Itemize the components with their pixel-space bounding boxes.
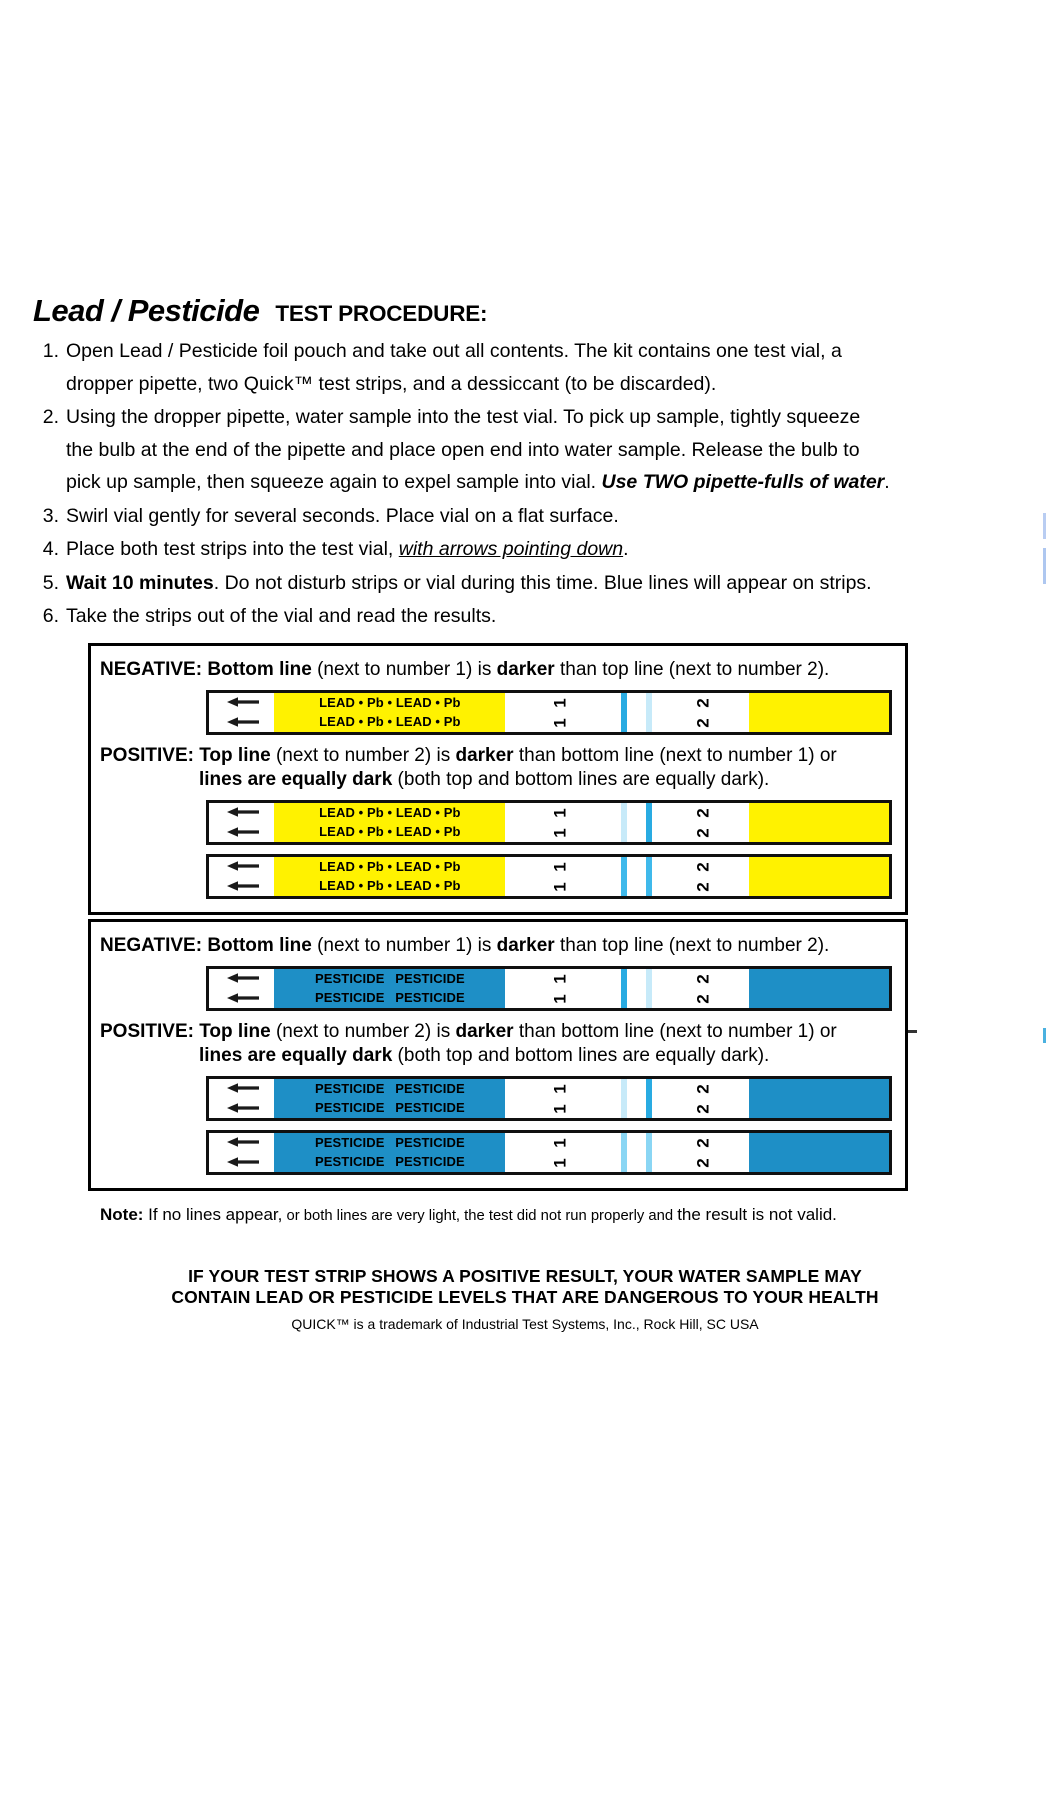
strip-number-2-digit: 2 [693, 1083, 713, 1094]
left-arrow-icon [227, 717, 259, 727]
strip-number-2-digit: 2 [693, 973, 713, 984]
text-segment: . [623, 538, 629, 560]
test-strip-pesticide-positive-top-darker [206, 1076, 892, 1121]
strip-end-band [749, 693, 889, 732]
strip-band-label: LEAD • Pb • LEAD • Pb [319, 878, 461, 894]
negative-heading [100, 658, 897, 682]
text-segment: the result is not valid. [677, 1204, 837, 1224]
strip-end-band [749, 1079, 889, 1118]
left-arrow-icon [227, 973, 259, 983]
strip-arrow-zone [209, 1133, 277, 1172]
left-arrow-icon [227, 807, 259, 817]
test-line-2 [646, 969, 652, 1008]
strip-band [274, 857, 505, 896]
strip-band-label: PESTICIDE PESTICIDE [314, 970, 465, 986]
text-segment: (next to number 1) is [311, 658, 497, 680]
procedure-step [33, 567, 891, 600]
test-line-2 [646, 1079, 652, 1118]
strip-number-2 [692, 1133, 716, 1172]
strip-number-2-digit: 2 [693, 881, 713, 892]
strip-number-2-digit: 2 [693, 697, 713, 708]
trademark-line: QUICK™ is a trademark of Industrial Test Systems, Inc., Rock Hill, SC USA [291, 1315, 759, 1332]
strip-band-label: PESTICIDE PESTICIDE [314, 1134, 465, 1150]
strip-band-label: LEAD • Pb • LEAD • Pb [319, 804, 461, 820]
strip-arrow-zone [209, 1079, 277, 1118]
result-box-pesticide [88, 919, 908, 1191]
strip-number-1-digit: 1 [551, 861, 570, 872]
text-segment: lines are equally dark [199, 1044, 393, 1066]
text-segment: POSITIVE: Top line [100, 1020, 271, 1042]
health-warning [25, 1266, 1025, 1309]
left-arrow-icon [227, 1157, 259, 1167]
test-strip-pesticide-negative [206, 966, 892, 1011]
test-strip-lead-positive-equally-dark [206, 854, 892, 899]
strip-band [274, 803, 505, 842]
page-title [33, 293, 1050, 329]
step-text [66, 600, 891, 633]
strip-number-1 [549, 857, 573, 896]
procedure-step [33, 335, 891, 400]
strip-band-label: PESTICIDE PESTICIDE [314, 990, 465, 1006]
left-arrow-icon [227, 1103, 259, 1113]
step-number: 5. [42, 571, 59, 594]
step-number: 2. [42, 406, 59, 428]
test-line-1 [621, 969, 627, 1008]
strip-arrow-zone [209, 857, 277, 896]
text-segment: . [884, 471, 890, 493]
text-segment: than top line (next to number 2). [554, 658, 830, 680]
positive-heading-line1 [100, 1020, 897, 1044]
strip-band [274, 1133, 505, 1172]
text-segment: or both lines are very light, the test did not run properly and [282, 1207, 678, 1224]
strip-number-1-digit: 1 [551, 1157, 570, 1168]
text-segment: (both top and bottom lines are equally dark). [392, 768, 770, 790]
strip-arrow-zone [209, 693, 277, 732]
strip-band-label: LEAD • Pb • LEAD • Pb [319, 858, 461, 874]
test-line-2 [646, 803, 652, 842]
strip-band-label: PESTICIDE PESTICIDE [314, 1100, 465, 1116]
text-segment: Swirl vial gently for several seconds. Place vial on a flat surface. [66, 504, 619, 527]
strip-number-1 [549, 1079, 573, 1118]
step-number: 1. [42, 340, 59, 362]
left-arrow-icon [227, 827, 259, 837]
test-line-1 [621, 857, 627, 896]
strip-band-label: PESTICIDE PESTICIDE [314, 1154, 465, 1170]
strip-number-2-digit: 2 [693, 1137, 713, 1148]
strip-number-1-digit: 1 [551, 1103, 570, 1114]
strip-arrow-zone [209, 969, 277, 1008]
text-segment: Wait 10 minutes [66, 571, 214, 594]
health-warning-line1: IF YOUR TEST STRIP SHOWS A POSITIVE RESULT, YOUR WATER SAMPLE MAY [188, 1265, 862, 1286]
strip-number-1-digit: 1 [551, 1137, 570, 1148]
text-segment: (both top and bottom lines are equally dark). [392, 1044, 770, 1066]
strip-number-1-digit: 1 [551, 827, 570, 838]
text-segment: Place both test strips into the test vial, [66, 538, 399, 560]
strip-number-2-digit: 2 [693, 717, 713, 728]
strip-number-2 [692, 693, 716, 732]
left-arrow-icon [227, 1137, 259, 1147]
step-number: 3. [42, 504, 59, 527]
strip-number-1-digit: 1 [551, 973, 570, 984]
text-segment: lines are equally dark [199, 768, 393, 790]
test-strip-lead-negative [206, 690, 892, 735]
strip-number-2-digit: 2 [693, 807, 713, 818]
text-segment: NEGATIVE: Bottom line [100, 658, 312, 680]
strip-band [274, 1079, 505, 1118]
test-line-1 [621, 803, 627, 842]
procedure-label: TEST PROCEDURE: [275, 301, 488, 326]
strip-number-2 [692, 803, 716, 842]
text-segment: Open Lead / Pesticide foil pouch and take out all contents. The kit contains one test vial, a dropper pipette, two Quick™ test strips, and a dessiccant (to be discarded). [66, 340, 842, 395]
strip-end-band [749, 969, 889, 1008]
test-line-2 [646, 1133, 652, 1172]
step-text [66, 567, 891, 600]
text-segment: darker [496, 658, 555, 680]
text-segment: . Do not disturb strips or vial during this time. Blue lines will appear on strips. [213, 571, 872, 594]
left-arrow-icon [227, 697, 259, 707]
text-segment: If no lines appear, [143, 1204, 283, 1224]
procedure-step [33, 533, 891, 566]
positive-heading-line2 [199, 768, 897, 792]
text-segment: NEGATIVE: Bottom line [100, 934, 312, 956]
strip-band [274, 969, 505, 1008]
strip-number-2 [692, 969, 716, 1008]
procedure-steps [33, 335, 891, 633]
left-arrow-icon [227, 861, 259, 871]
text-segment: with arrows pointing down [398, 538, 624, 560]
strip-number-1 [549, 1133, 573, 1172]
test-line-1 [621, 1133, 627, 1172]
step-text [66, 533, 891, 566]
text-segment: than bottom line (next to number 1) or [513, 1020, 837, 1042]
procedure-step [33, 600, 891, 633]
strip-number-1-digit: 1 [551, 1083, 570, 1094]
left-arrow-icon [227, 993, 259, 1003]
procedure-step [33, 401, 891, 499]
strip-number-2-digit: 2 [693, 861, 713, 872]
strip-number-2-digit: 2 [693, 993, 713, 1004]
strip-number-1 [549, 693, 573, 732]
text-segment: darker [455, 1020, 514, 1042]
test-procedure-document [0, 293, 1050, 1332]
text-segment: (next to number 2) is [270, 1020, 456, 1042]
test-line-1 [621, 693, 627, 732]
text-segment: Take the strips out of the vial and read the results. [66, 605, 497, 627]
left-arrow-icon [227, 1083, 259, 1093]
strip-number-1 [549, 803, 573, 842]
step-number: 6. [42, 605, 59, 627]
strip-number-1-digit: 1 [551, 697, 570, 708]
step-text [66, 401, 891, 499]
positive-heading-line1 [100, 744, 897, 768]
result-box-lead [88, 643, 908, 915]
text-segment: darker [496, 934, 555, 956]
product-name: Lead / Pesticide [33, 293, 260, 328]
strip-arrow-zone [209, 803, 277, 842]
strip-number-2-digit: 2 [693, 1103, 713, 1114]
result-boxes [88, 643, 908, 1191]
strip-number-1-digit: 1 [551, 717, 570, 728]
strip-number-1 [549, 969, 573, 1008]
text-segment: Note: [100, 1204, 144, 1224]
text-segment: Using the dropper pipette, water sample into the test vial. To pick up sample, tightly squeeze the bulb at the end of the pipette and place open end into water sample. Release the bulb to pick up sample, then squeeze again to expel sample into vial. [66, 406, 861, 493]
text-segment: (next to number 1) is [311, 934, 497, 956]
strip-band-label: LEAD • Pb • LEAD • Pb [319, 694, 461, 710]
strip-end-band [749, 1133, 889, 1172]
test-line-1 [621, 1079, 627, 1118]
strip-number-2 [692, 1079, 716, 1118]
strip-number-2 [692, 857, 716, 896]
step-number: 4. [42, 538, 59, 560]
test-line-2 [646, 857, 652, 896]
strip-band-label: PESTICIDE PESTICIDE [314, 1080, 465, 1096]
left-arrow-icon [227, 881, 259, 891]
text-segment: than bottom line (next to number 1) or [513, 744, 837, 766]
text-segment: POSITIVE: Top line [100, 744, 271, 766]
strip-number-1-digit: 1 [551, 993, 570, 1004]
strip-band-label: LEAD • Pb • LEAD • Pb [319, 714, 461, 730]
test-strip-lead-positive-top-darker [206, 800, 892, 845]
negative-heading [100, 934, 897, 958]
text-segment: than top line (next to number 2). [554, 934, 830, 956]
strip-number-1-digit: 1 [551, 807, 570, 818]
strip-number-2-digit: 2 [693, 1157, 713, 1168]
strip-end-band [749, 857, 889, 896]
strip-number-1-digit: 1 [551, 881, 570, 892]
text-segment: darker [455, 744, 514, 766]
strip-end-band [749, 803, 889, 842]
test-line-2 [646, 693, 652, 732]
note-text [100, 1204, 940, 1227]
health-warning-line2: CONTAIN LEAD OR PESTICIDE LEVELS THAT ARE DANGEROUS TO YOUR HEALTH [171, 1287, 879, 1307]
test-strip-pesticide-positive-equally-dark [206, 1130, 892, 1175]
strip-band-label: LEAD • Pb • LEAD • Pb [319, 824, 461, 840]
procedure-step [33, 500, 891, 533]
step-text [66, 500, 891, 533]
positive-heading-line2 [199, 1044, 897, 1068]
strip-number-2-digit: 2 [693, 827, 713, 838]
text-segment: Use TWO pipette-fulls of water [601, 471, 885, 493]
step-text [66, 335, 891, 400]
strip-band [274, 693, 505, 732]
text-segment: (next to number 2) is [270, 744, 456, 766]
